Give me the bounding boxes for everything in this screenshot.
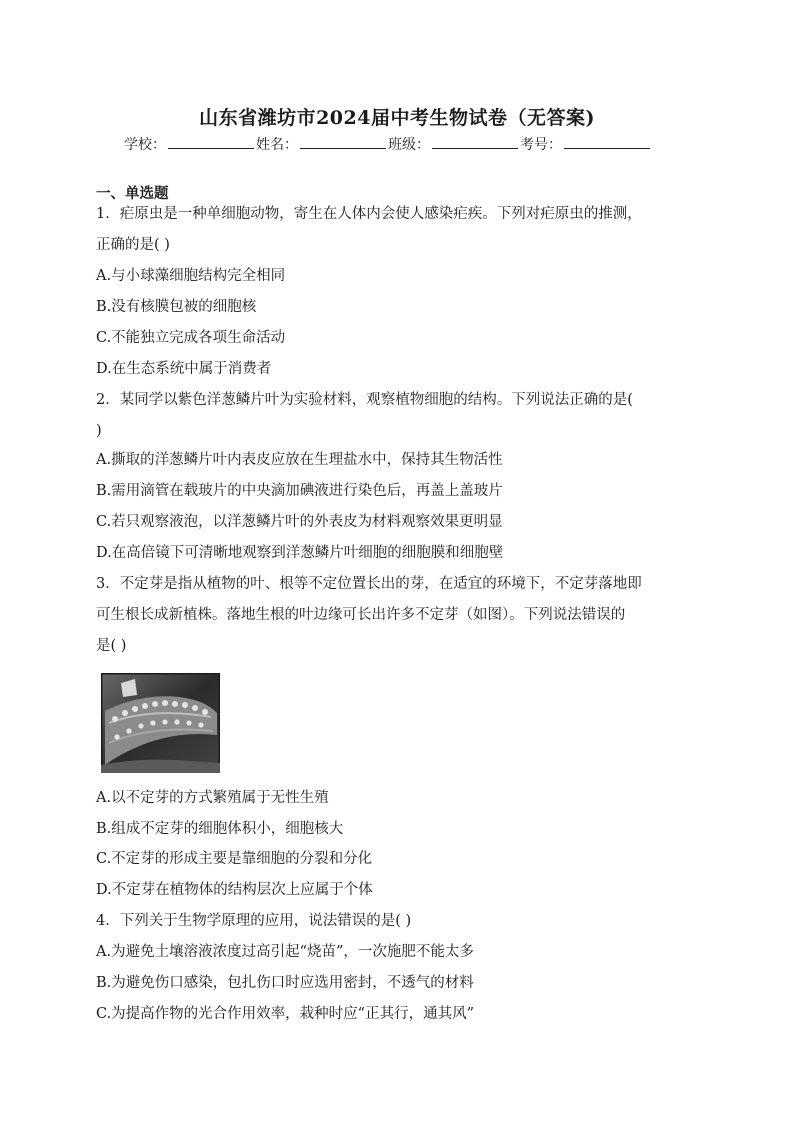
q2-stem-line2: ) [96,423,102,439]
q3-option-b: B.组成不定芽的细胞体积小，细胞核大 [96,821,344,837]
q4-stem-line1: 4．下列关于生物学原理的应用，说法错误的是( ) [96,913,412,929]
q3-stem-line1: 3．不定芽是指从植物的叶、根等不定位置长出的芽，在适宜的环境下，不定芽落地即 [96,576,642,592]
q4-option-b: B.为避免伤口感染，包扎伤口时应选用密封，不透气的材料 [96,975,474,991]
q3-stem-line3: 是( ) [96,638,127,654]
q3-option-d: D.不定芽在植物体的结构层次上应属于个体 [96,882,373,898]
q1-stem-line2: 正确的是( ) [96,237,170,253]
exam-title: 山东省潍坊市2024届中考生物试卷（无答案) [199,107,595,129]
q3-option-a: A.以不定芽的方式繁殖属于无性生殖 [96,790,329,806]
q1-option-d: D.在生态系统中属于消费者 [96,361,272,377]
q2-stem-line1: 2．某同学以紫色洋葱鳞片叶为实验材料，观察植物细胞的结构。下列说法正确的是( [96,392,633,408]
school-label: 学校： [124,137,166,153]
q1-stem-line1: 1．疟原虫是一种单细胞动物，寄生在人体内会使人感染疟疾。下列对疟原虫的推测， [96,206,642,222]
q1-option-a: A.与小球藻细胞结构完全相同 [96,268,286,284]
leaf-buds-image [101,673,220,773]
school-blank[interactable] [168,134,254,149]
q4-option-a: A.为避免土壤溶液浓度过高引起“烧苗”，一次施肥不能太多 [96,944,474,960]
q3-stem-line2: 可生根长成新植株。落地生根的叶边缘可长出许多不定芽（如图）。下列说法错误的 [96,607,626,623]
q1-option-b: B.没有核膜包被的细胞核 [96,299,257,315]
q3-option-c: C.不定芽的形成主要是靠细胞的分裂和分化 [96,851,373,867]
student-info-fields [124,134,652,154]
class-blank[interactable] [432,134,518,149]
q2-option-b: B.需用滴管在载玻片的中央滴加碘液进行染色后，再盖上盖玻片 [96,483,503,499]
section-title: 一、单选题 [96,185,169,202]
name-blank[interactable] [300,134,386,149]
number-label: 考号： [520,137,562,153]
q2-option-c: C.若只观察液泡，以洋葱鳞片叶的外表皮为材料观察效果更明显 [96,514,503,530]
name-label: 姓名： [256,137,298,153]
q4-option-c: C.为提高作物的光合作用效率，栽种时应“正其行，通其风” [96,1006,475,1022]
number-blank[interactable] [564,134,650,149]
q2-option-a: A.撕取的洋葱鳞片叶内表皮应放在生理盐水中，保持其生物活性 [96,452,503,468]
q1-option-c: C.不能独立完成各项生命活动 [96,330,286,346]
q2-option-d: D.在高倍镜下可清晰地观察到洋葱鳞片叶细胞的细胞膜和细胞壁 [96,545,504,561]
class-label: 班级： [388,137,430,153]
bryophyllum-leaf-photo [101,673,220,773]
